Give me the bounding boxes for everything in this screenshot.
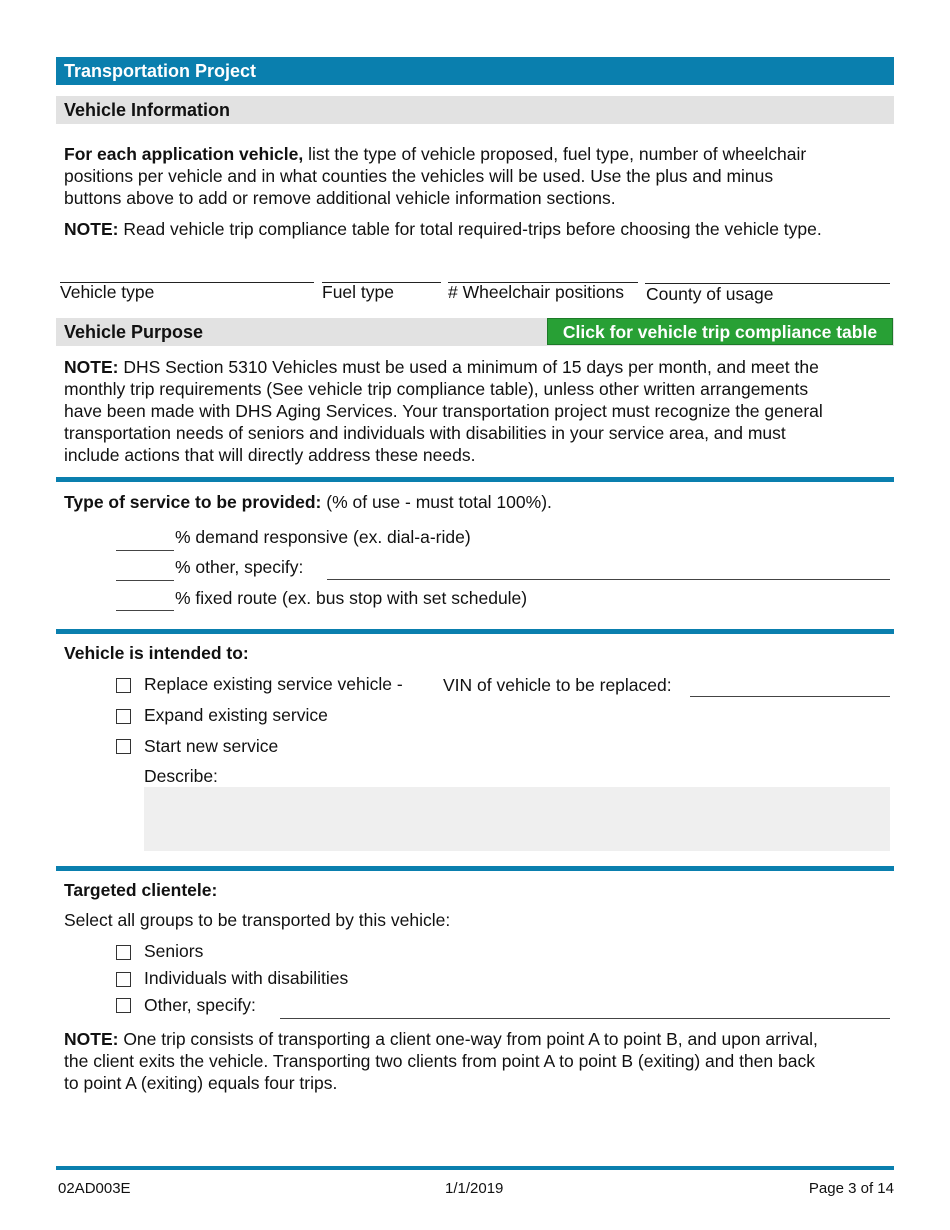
disabilities-label: Individuals with disabilities — [144, 968, 349, 988]
vehicle-info-intro — [64, 143, 890, 209]
vin-input[interactable] — [690, 677, 890, 697]
demand-responsive-percent-input[interactable] — [116, 530, 174, 551]
footer-date: 1/1/2019 — [445, 1180, 504, 1197]
service-heading-bold: Type of service to be provided: — [64, 492, 322, 512]
purpose-note-line5: include actions that will directly address these needs. — [64, 445, 476, 465]
clientele-note-label: NOTE: — [64, 1029, 119, 1049]
vehicle-type-label: Vehicle type — [60, 282, 155, 302]
vehicle-info-note — [64, 218, 890, 240]
other-label: % other, specify: — [175, 557, 304, 577]
wheelchair-positions-label: # Wheelchair positions — [448, 282, 625, 302]
intro-line2: positions per vehicle and in what counties the vehicles will be used. Use the plus and minus — [64, 166, 774, 186]
section-title-bar — [56, 57, 894, 85]
vehicle-purpose-note — [64, 356, 890, 466]
purpose-note-line4: transportation needs of seniors and individuals with disabilities in your service area, and must — [64, 423, 786, 443]
clientele-instruction: Select all groups to be transported by this vehicle: — [64, 910, 451, 930]
other-clientele-label: Other, specify: — [144, 995, 256, 1015]
clientele-note — [64, 1028, 890, 1094]
expand-service-label: Expand existing service — [144, 705, 328, 725]
other-percent-input[interactable] — [116, 560, 174, 581]
county-of-usage-label: County of usage — [646, 284, 774, 304]
new-service-label: Start new service — [144, 736, 279, 756]
note-text: Read vehicle trip compliance table for total required-trips before choosing the vehicle type. — [118, 219, 822, 239]
other-clientele-checkbox[interactable] — [116, 998, 131, 1013]
purpose-note-label: NOTE: — [64, 357, 119, 377]
fuel-type-label: Fuel type — [322, 282, 394, 302]
replace-vehicle-checkbox[interactable] — [116, 678, 131, 693]
replace-vehicle-label: Replace existing service vehicle - — [144, 674, 403, 694]
clientele-note-line1: One trip consists of transporting a client one-way from point A to point B, and upon arrival, — [118, 1029, 818, 1049]
trip-compliance-table-button[interactable]: Click for vehicle trip compliance table — [547, 318, 893, 345]
disabilities-checkbox[interactable] — [116, 972, 131, 987]
other-specify-input[interactable] — [327, 560, 890, 580]
section-divider — [56, 866, 894, 871]
footer-form-id: 02AD003E — [58, 1180, 131, 1197]
describe-label: Describe: — [144, 766, 218, 786]
vehicle-purpose-heading: Vehicle Purpose — [64, 322, 204, 342]
seniors-label: Seniors — [144, 941, 204, 961]
demand-responsive-label: % demand responsive (ex. dial-a-ride) — [175, 527, 471, 547]
footer-rule — [56, 1166, 894, 1170]
section-divider — [56, 477, 894, 482]
fixed-route-label: % fixed route (ex. bus stop with set schedule) — [175, 588, 528, 608]
service-type-heading — [64, 491, 890, 513]
purpose-note-line2: monthly trip requirements (See vehicle trip compliance table), unless other written arrangements — [64, 379, 809, 399]
clientele-heading: Targeted clientele: — [64, 880, 218, 900]
describe-textarea[interactable] — [144, 787, 890, 851]
purpose-note-line3: have been made with DHS Aging Services. Your transportation project must recognize the general — [64, 401, 823, 421]
other-clientele-input[interactable] — [280, 999, 890, 1019]
service-heading-rest: (% of use - must total 100%). — [321, 492, 552, 512]
footer-page-number: Page 3 of 14 — [808, 1180, 894, 1197]
section-divider — [56, 629, 894, 634]
vehicle-info-heading: Vehicle Information — [64, 100, 231, 120]
vin-label: VIN of vehicle to be replaced: — [443, 675, 672, 695]
clientele-note-line2: the client exits the vehicle. Transporting two clients from point A to point B (exiting) and then back — [64, 1051, 815, 1071]
seniors-checkbox[interactable] — [116, 945, 131, 960]
intro-line1: list the type of vehicle proposed, fuel type, number of wheelchair — [303, 144, 807, 164]
note-label: NOTE: — [64, 219, 119, 239]
vehicle-info-heading-bar — [56, 96, 894, 124]
fixed-route-percent-input[interactable] — [116, 590, 174, 611]
purpose-note-line1: DHS Section 5310 Vehicles must be used a minimum of 15 days per month, and meet the — [118, 357, 819, 377]
clientele-note-line3: to point A (exiting) equals four trips. — [64, 1073, 338, 1093]
new-service-checkbox[interactable] — [116, 739, 131, 754]
intro-bold: For each application vehicle, — [64, 144, 304, 164]
intro-line3: buttons above to add or remove additional vehicle information sections. — [64, 188, 616, 208]
intended-heading: Vehicle is intended to: — [64, 643, 249, 663]
expand-service-checkbox[interactable] — [116, 709, 131, 724]
section-title: Transportation Project — [64, 61, 257, 81]
